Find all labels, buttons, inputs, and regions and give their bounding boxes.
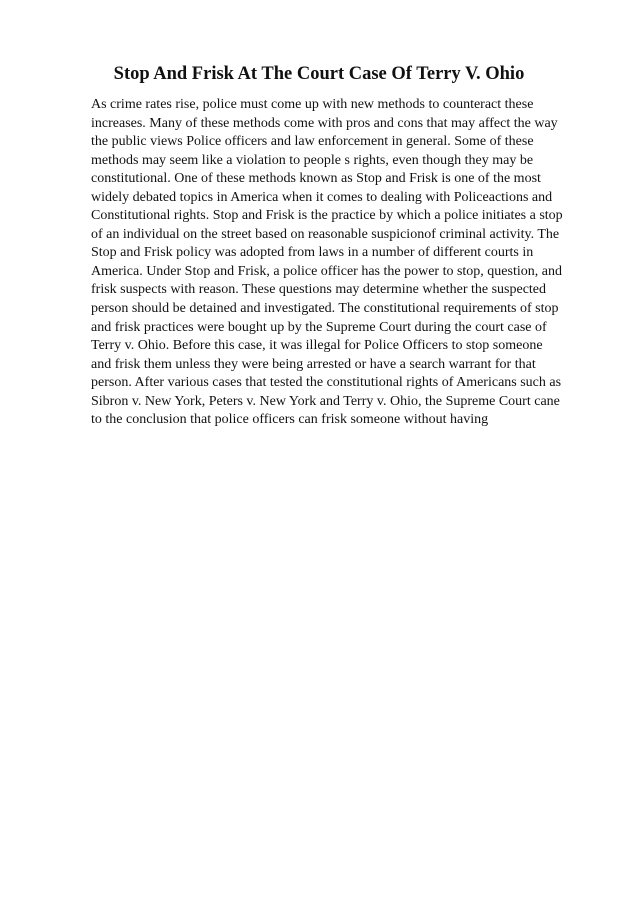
text-line: to the conclusion that police officers can frisk someone without having <box>91 412 489 428</box>
text-line: Terry v. Ohio. Before this case, it was illegal for Police Officers to stop someone <box>91 338 543 354</box>
text-line: increases. Many of these methods come with pros and cons that may affect the way <box>91 115 558 131</box>
text-line: person should be detained and investigated. The constitutional requirements of stop <box>91 301 559 317</box>
text-line: constitutional. One of these methods known as Stop and Frisk is one of the most <box>91 171 541 187</box>
body-paragraph <box>91 96 611 430</box>
text-line: As crime rates rise, police must come up with new methods to counteract these <box>91 97 534 112</box>
text-line: Constitutional rights. Stop and Frisk is the practice by which a police initiates a stop <box>91 208 563 224</box>
text-line: Sibron v. New York, Peters v. New York and Terry v. Ohio, the Supreme Court cane <box>91 393 560 409</box>
text-line: America. Under Stop and Frisk, a police officer has the power to stop, question, and <box>91 263 562 279</box>
text-line: and frisk them unless they were being arrested or have a search warrant for that <box>91 356 536 372</box>
text-line: methods may seem like a violation to people s rights, even though they may be <box>91 152 534 168</box>
text-line: widely debated topics in America when it comes to dealing with Policeactions and <box>91 189 553 205</box>
text-line: and frisk practices were bought up by the Supreme Court during the court case of <box>91 319 547 335</box>
text-line: of an individual on the street based on reasonable suspicionof criminal activity. The <box>91 226 560 242</box>
document-title: Stop And Frisk At The Court Case Of Terry V. Ohio <box>113 64 525 84</box>
text-line: frisk suspects with reason. These questions may determine whether the suspected <box>91 282 547 298</box>
text-line: person. After various cases that tested the constitutional rights of Americans such as <box>91 375 562 391</box>
text-line: Stop and Frisk policy was adopted from laws in a number of different courts in <box>91 245 534 261</box>
text-line: the public views Police officers and law enforcement in general. Some of these <box>91 134 534 150</box>
